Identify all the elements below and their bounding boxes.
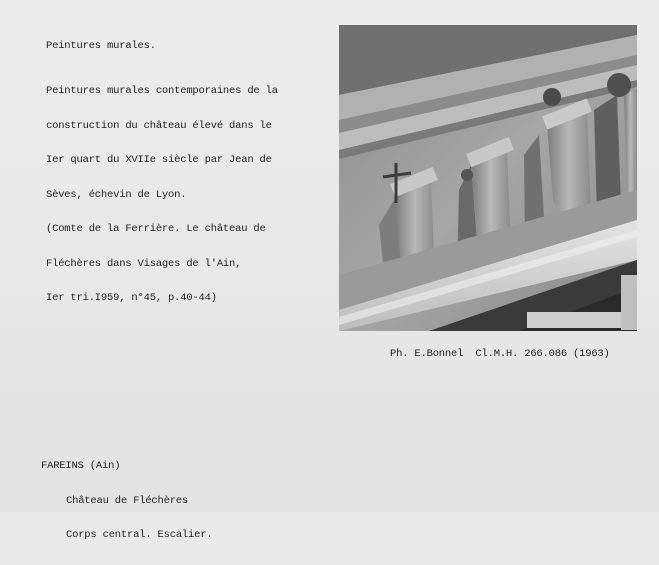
description-line: (Comte de la Ferrière. Le château de — [46, 223, 266, 235]
description-line: construction du château élevé dans le — [46, 119, 272, 132]
description-line: Ier quart du XVIIe siècle par Jean de — [46, 154, 272, 166]
location-building: Château de Fléchères — [66, 494, 189, 507]
description-block — [46, 63, 278, 328]
heading-text: Peintures murales. — [46, 40, 156, 52]
location-block — [41, 438, 212, 565]
mural-photograph — [339, 25, 637, 331]
description-line: Sèves, échevin de Lyon. — [46, 188, 187, 201]
location-commune: FAREINS (Ain) — [41, 460, 121, 472]
location-part: Corps central. Escalier. — [66, 529, 213, 541]
mural-photo-drawing — [339, 25, 637, 331]
description-line: Ier tri.I959, n°45, p.40-44) — [46, 292, 217, 304]
description-line: Peintures murales contemporaines de la — [46, 85, 278, 97]
description-line: Fléchères dans Visages de l'Ain, — [46, 257, 242, 270]
photo-credit: Ph. E.Bonnel Cl.M.H. 266.086 (1963) — [390, 348, 610, 360]
